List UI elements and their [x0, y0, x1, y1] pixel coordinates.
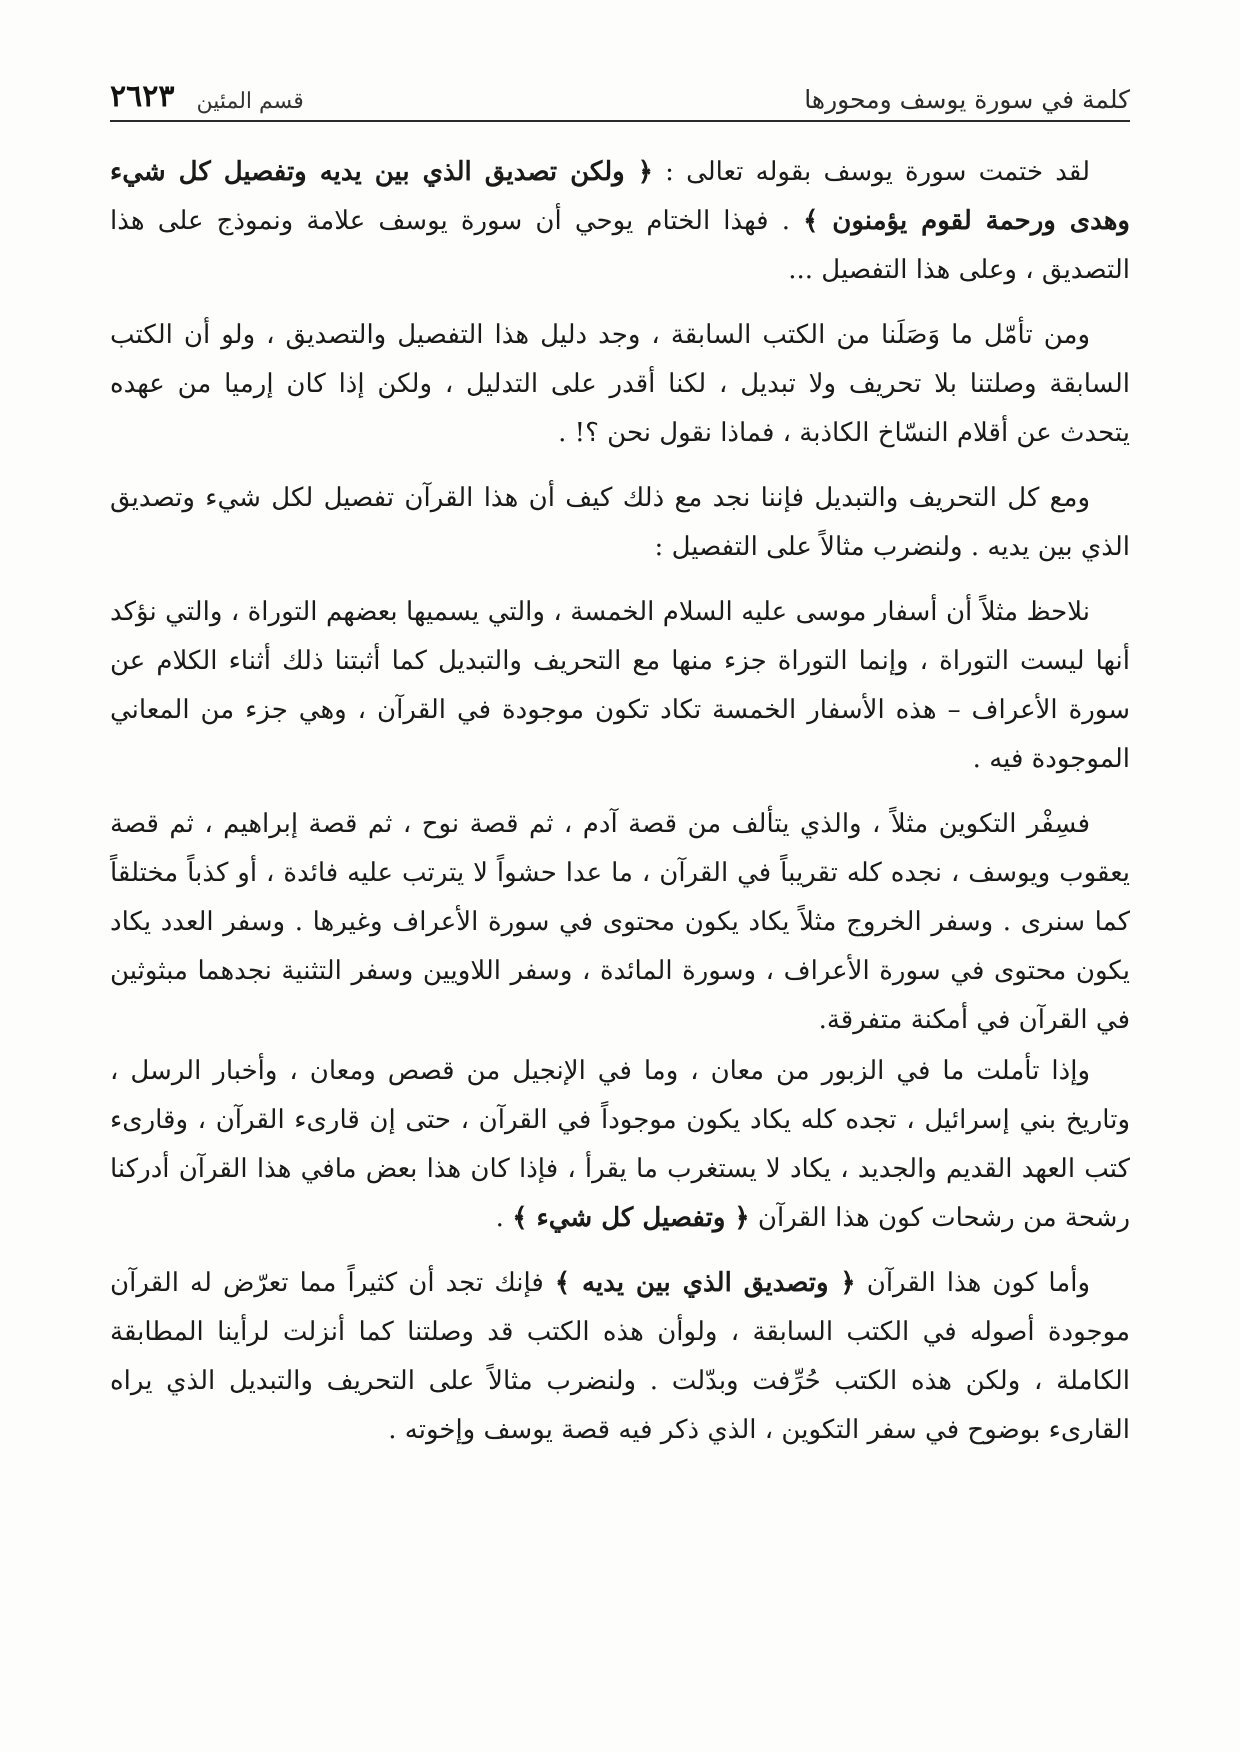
header-page-info [110, 79, 304, 114]
paragraph-3: ومع كل التحريف والتبديل فإننا نجد مع ذلك كيف أن هذا القرآن تفصيل لكل شيء وتصديق الذي بين يديه . ولنضرب مثالاً على التفصيل : [110, 483, 1130, 562]
paragraph-1-lead: لقد ختمت سورة يوسف بقوله تعالى : [652, 157, 1090, 187]
header-divider [110, 120, 1130, 122]
paragraph-4: نلاحظ مثلاً أن أسفار موسى عليه السلام الخمسة ، والتي يسميها بعضهم التوراة ، والتي نؤكد أنها ليست التوراة ، وإنما التوراة جزء منها مع التحريف والتبديل كما أثبتنا ذلك أثناء الكلام عن سورة الأعراف – هذه الأسفار الخمسة تكاد تكون موجودة في القرآن ، وهي جزء من المعاني الموجودة فيه . [110, 597, 1130, 774]
paragraph-6-lead: وإذا تأملت ما في الزبور من معان ، وما في الإنجيل من قصص ومعان ، وأخبار الرسل ، وتاريخ بني إسرائيل ، تجده كله يكاد يكون موجوداً في القرآن ، حتى إن قارىء القرآن ، وقارىء كتب العهد القديم والجديد ، يكاد لا يستغرب ما يقرأ ، فإذا كان هذا بعض مافي هذا القرآن أدركنا رشحة من رشحات كون هذا القرآن [110, 1056, 1130, 1233]
quran-quote-3: ﴿ وتصديق الذي بين يديه ﴾ [554, 1268, 856, 1298]
paragraph-6-rest: . [495, 1203, 513, 1233]
paragraph-1 [110, 148, 1130, 295]
body-text [110, 148, 1130, 1471]
quran-quote-2: ﴿ وتفصيل كل شيء ﴾ [512, 1203, 750, 1233]
paragraph-7-rest: فإنك تجد أن كثيراً مما تعرّض له القرآن موجودة أصوله في الكتب السابقة ، ولوأن هذه الكتب قد وصلتنا كما أنزلت لرأينا المطابقة الكاملة ، ولكن هذه الكتب حُرِّفت وبدّلت . ولنضرب مثالاً على التحريف والتبديل الذي يراه القارىء بوضوح في سفر التكوين ، الذي ذكر فيه قصة يوسف وإخوته . [110, 1268, 1130, 1445]
paragraph-5: فسِفْر التكوين مثلاً ، والذي يتألف من قصة آدم ، ثم قصة نوح ، ثم قصة إبراهيم ، ثم قصة يعقوب ويوسف ، نجده كله تقريباً في القرآن ، ما عدا حشواً لا يترتب عليه فائدة ، أو كذباً مختلقاً كما سنرى . وسفر الخروج مثلاً يكاد يكون محتوى في سورة الأعراف وغيرها . وسفر العدد يكاد يكون محتوى في سورة الأعراف ، وسورة المائدة ، وسفر اللاويين وسفر التثنية نجدهما مبثوثين في القرآن في أمكنة متفرقة. [110, 809, 1130, 1035]
quran-quote-1: ﴿ ولكن تصديق الذي بين يديه وتفصيل كل شيء وهدى ورحمة لقوم يؤمنون ﴾ [110, 157, 1130, 236]
section-name: قسم المئين [196, 89, 304, 114]
paragraph-7 [110, 1259, 1130, 1455]
paragraph-6 [110, 1047, 1130, 1243]
running-header [110, 70, 1130, 114]
paragraph-2: ومن تأمّل ما وَصَلَنا من الكتب السابقة ، وجد دليل هذا التفصيل والتصديق ، ولو أن الكتب السابقة وصلتنا بلا تحريف ولا تبديل ، لكنا أقدر على التدليل ، ولكن إذا كان إرميا من عهده يتحدث عن أقلام النسّاخ الكاذبة ، فماذا نقول نحن ؟! . [110, 320, 1130, 448]
page-number: ٢٦٢٣ [110, 79, 175, 114]
paragraph-1-rest: . فهذا الختام يوحي أن سورة يوسف علامة ونموذج على هذا التصديق ، وعلى هذا التفصيل ... [110, 206, 1130, 285]
paragraph-7-lead: وأما كون هذا القرآن [855, 1268, 1090, 1298]
running-title: كلمة في سورة يوسف ومحورها [804, 85, 1130, 114]
